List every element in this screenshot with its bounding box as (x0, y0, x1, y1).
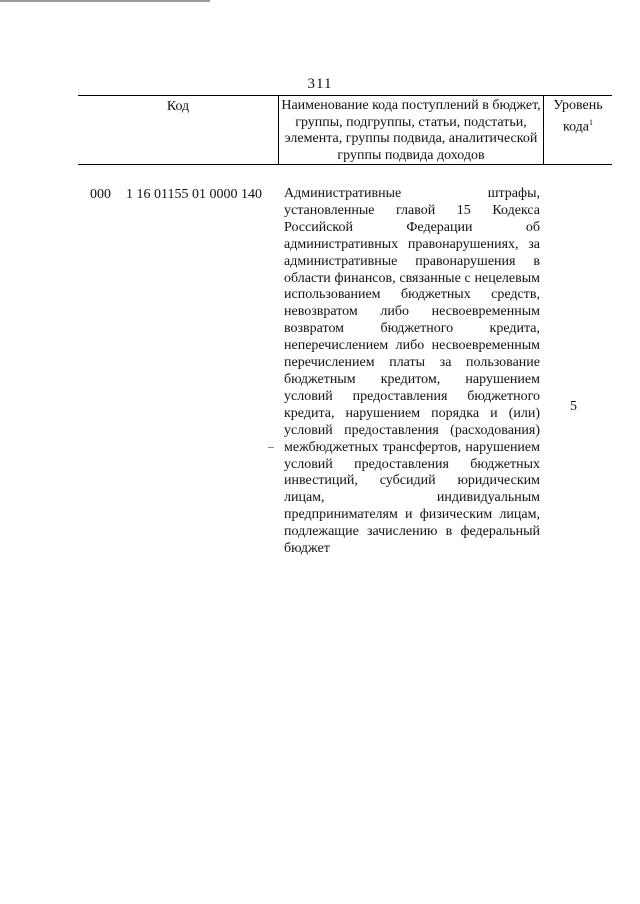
row-name: Административные штрафы, установленные главой 15 Кодекса Российской Федерации об административных правонарушениях, за административные правонарушения в области финансов, связанные с нецелевым использованием бюджетных средств, невозвратом либо несвоевременным возвратом бюджетного кредита, неперечислением либо несвоевременным перечислением платы за пользование бюджетным кредитом, нарушением условий предоставления бюджетного кредита, нарушением порядка и (или) условий предоставления (расходования) межбюджетных трансфертов, нарушением условий предоставления бюджетных инвестиций, субсидий юридическим лицам, индивидуальным предпринимателям и физическим лицам, подлежащие зачислению в федеральный бюджет (284, 186, 540, 557)
header-code: Код (166, 99, 190, 114)
margin-mark (268, 447, 274, 448)
header-level-footnote: 1 (589, 117, 594, 127)
header-name: Наименование кода поступлений в бюджет, группы, подгруппы, статьи, подстатьи, элемента, группы подвида, аналитической группы подвида доходов (278, 96, 544, 164)
header-level-label: Уровень кода (553, 98, 603, 135)
page-number: 311 (307, 76, 333, 92)
header-level (544, 96, 612, 164)
top-edge-rule (0, 0, 210, 2)
row-code: 1 16 01155 01 0000 140 (126, 187, 262, 202)
row-level: 5 (570, 399, 577, 414)
table-header (78, 95, 612, 165)
row-code-group: 000 (90, 187, 111, 202)
